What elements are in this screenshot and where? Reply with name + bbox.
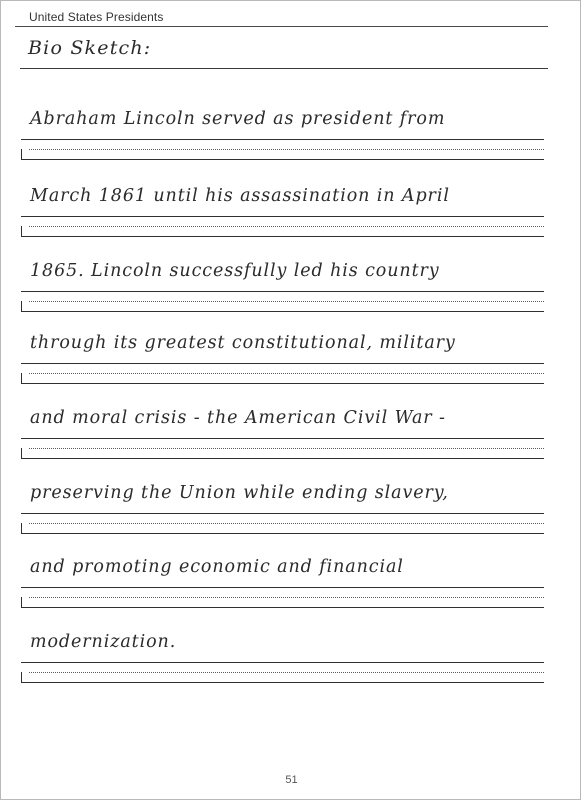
- baseline-rule: [21, 363, 544, 364]
- handwriting-line: 1865. Lincoln successfully led his country: [30, 261, 440, 281]
- practice-baseline: [21, 607, 544, 608]
- practice-baseline: [21, 383, 544, 384]
- dotted-midline: [29, 672, 544, 673]
- dotted-midline: [29, 226, 544, 227]
- handwriting-row: [1, 325, 581, 400]
- handwriting-line: March 1861 until his assassination in April: [30, 186, 450, 206]
- practice-baseline: [21, 236, 544, 237]
- dotted-midline: [29, 523, 544, 524]
- baseline-rule: [21, 662, 544, 663]
- header-rule: [15, 26, 548, 27]
- dotted-midline: [29, 149, 544, 150]
- dotted-midline: [29, 448, 544, 449]
- handwriting-line: modernization.: [30, 632, 177, 652]
- handwriting-row: [1, 549, 581, 624]
- handwriting-line: preserving the Union while ending slavery,: [30, 483, 449, 503]
- handwriting-row: [1, 101, 581, 176]
- dotted-midline: [29, 597, 544, 598]
- practice-baseline: [21, 682, 544, 683]
- dotted-midline: [29, 301, 544, 302]
- book-title: United States Presidents: [29, 10, 164, 24]
- dotted-midline: [29, 373, 544, 374]
- subhead-rule: [20, 68, 548, 69]
- baseline-rule: [21, 291, 544, 292]
- baseline-rule: [21, 139, 544, 140]
- handwriting-line: and promoting economic and financial: [30, 557, 404, 577]
- practice-baseline: [21, 311, 544, 312]
- handwriting-row: [1, 253, 581, 328]
- baseline-rule: [21, 438, 544, 439]
- practice-baseline: [21, 159, 544, 160]
- baseline-rule: [21, 513, 544, 514]
- handwriting-line: through its greatest constitutional, military: [30, 333, 456, 353]
- handwriting-line: and moral crisis - the American Civil War -: [30, 408, 446, 428]
- handwriting-row: [1, 475, 581, 550]
- handwriting-row: [1, 178, 581, 253]
- practice-baseline: [21, 533, 544, 534]
- handwriting-row: [1, 624, 581, 699]
- handwriting-line: Abraham Lincoln served as president from: [30, 109, 446, 129]
- practice-baseline: [21, 458, 544, 459]
- baseline-rule: [21, 216, 544, 217]
- section-subhead: Bio Sketch:: [28, 37, 152, 59]
- handwriting-row: [1, 400, 581, 475]
- baseline-rule: [21, 587, 544, 588]
- page-number: 51: [285, 774, 298, 786]
